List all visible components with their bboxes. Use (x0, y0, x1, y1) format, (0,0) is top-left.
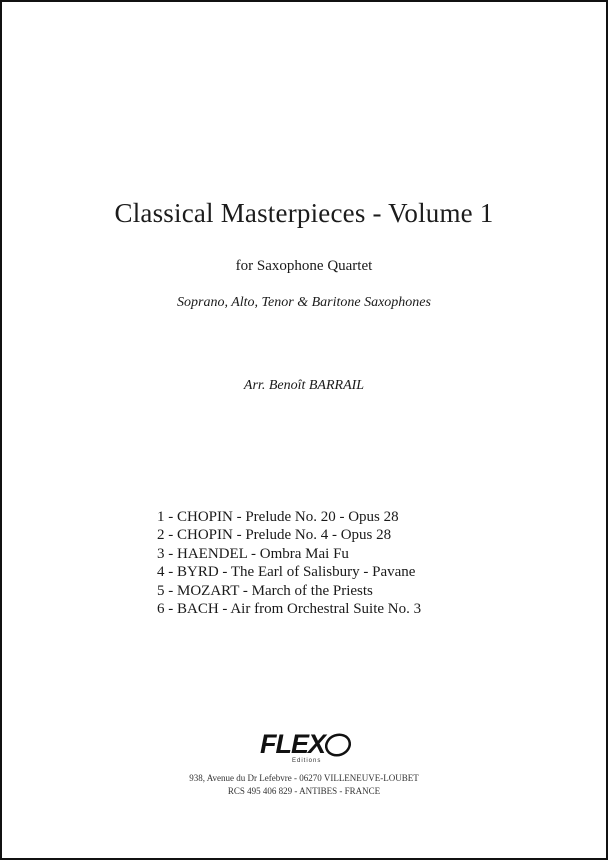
logo-wordmark: FLEX (260, 730, 326, 759)
contents-item: 1 - CHOPIN - Prelude No. 20 - Opus 28 (157, 509, 399, 525)
instrumentation: Soprano, Alto, Tenor & Baritone Saxophones (177, 295, 431, 310)
contents-list (157, 508, 421, 618)
subtitle: for Saxophone Quartet (235, 258, 373, 274)
contents-item: 2 - CHOPIN - Prelude No. 4 - Opus 28 (157, 527, 392, 544)
address-line: 938, Avenue du Dr Lefebvre - 06270 VILLENEUVE-LOUBET (189, 773, 419, 783)
contents-item: 4 - BYRD - The Earl of Salisbury - Pavane (157, 564, 416, 581)
logo-subtext: Editions (292, 758, 322, 764)
contents-item: 3 - HAENDEL - Ombra Mai Fu (157, 545, 349, 562)
page-title: Classical Masterpieces - Volume 1 (114, 198, 494, 228)
contents-item: 5 - MOZART - March of the Priests (157, 582, 373, 599)
publisher-logo (256, 730, 356, 764)
publisher-address (2, 772, 606, 798)
address-line: RCS 495 406 829 - ANTIBES - FRANCE (227, 786, 381, 796)
arranger-credit: Arr. Benoît BARRAIL (243, 378, 365, 393)
logo-swoosh (323, 731, 352, 758)
contents-item: 6 - BACH - Air from Orchestral Suite No. 3 (157, 601, 422, 618)
